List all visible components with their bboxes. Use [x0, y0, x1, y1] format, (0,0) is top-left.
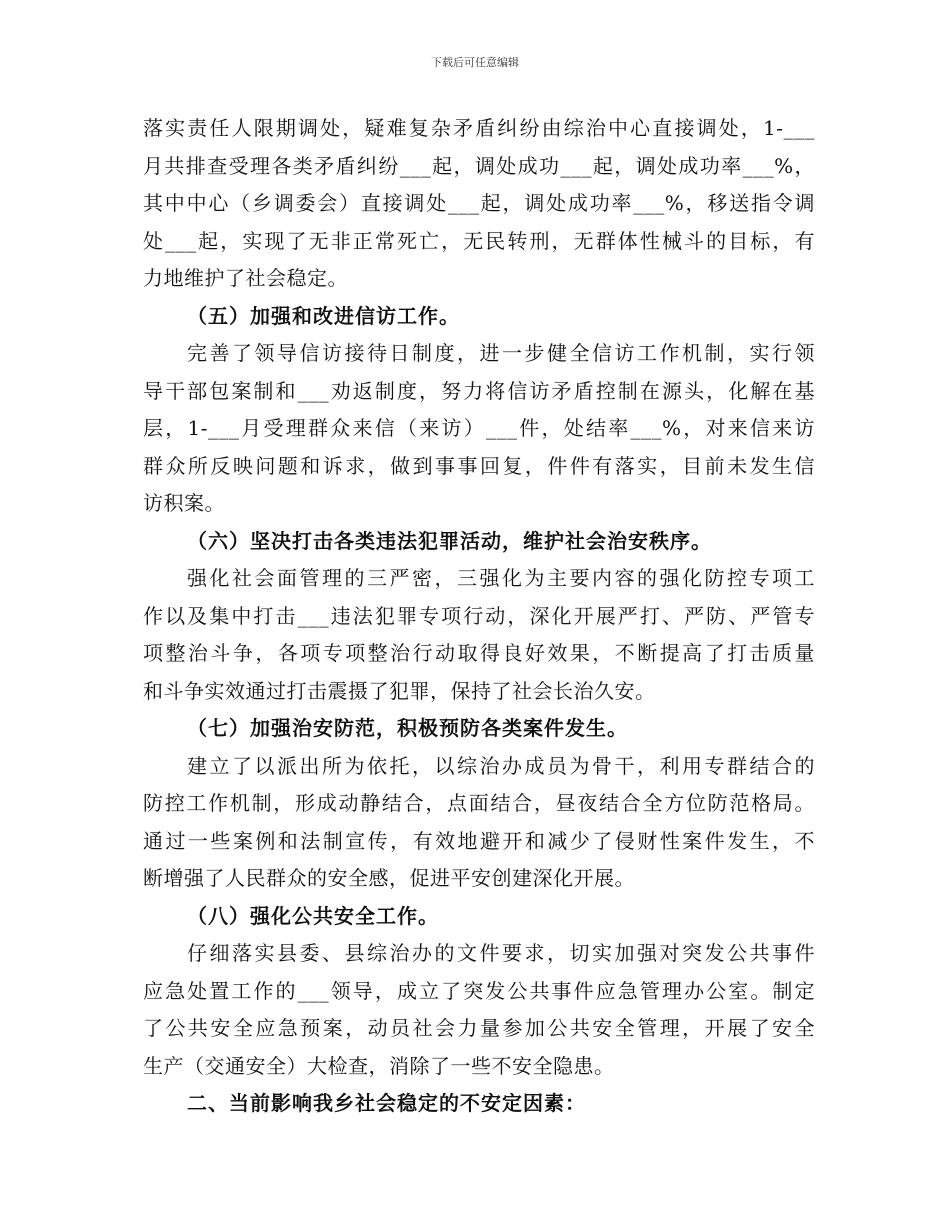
text-line: 生产（交通安全）大检查，消除了一些不安全隐患。 [143, 1053, 615, 1078]
section-heading: （五）加强和改进信访工作。 [187, 303, 460, 328]
text-line: 完善了领导信访接待日制度，进一步健全信访工作机制，实行领 [187, 341, 815, 365]
text-line: 仔细落实县委、县综治办的文件要求，切实加强对突发公共事件 [187, 941, 815, 965]
text-line: 和斗争实效通过打击震摄了犯罪，保持了社会长治久安。 [143, 678, 656, 703]
text-line: 强化社会面管理的三严密，三强化为主要内容的强化防控专项工 [187, 566, 815, 590]
text-line: 建立了以派出所为依托，以综治办成员为骨干，利用专群结合的 [187, 753, 815, 778]
document-body [143, 110, 815, 1123]
text-line: 访积案。 [143, 491, 225, 515]
chapter-heading: 二、当前影响我乡社会稳定的不安定因素： [187, 1091, 586, 1115]
text-line: 月共排查受理各类矛盾纠纷___起，调处成功___起，调处成功率___%， [143, 153, 815, 178]
text-line: 处___起，实现了无非正常死亡，无民转刑，无群体性械斗的目标，有 [143, 228, 815, 253]
text-line: 层，1-___月受理群众来信（来访）___件，处结率___%，对来信来访 [143, 416, 815, 440]
text-line: 通过一些案例和法制宣传，有效地避开和减少了侵财性案件发生，不 [143, 828, 815, 853]
paragraph [143, 335, 815, 523]
text-line: 防控工作机制，形成动静结合，点面结合，昼夜结合全方位防范格局。 [143, 791, 815, 815]
text-line: 其中中心（乡调委会）直接调处___起，调处成功率___%，移送指令调 [143, 191, 815, 215]
section-heading: （八）强化公共安全工作。 [187, 903, 439, 928]
text-line: 应急处置工作的___领导，成立了突发公共事件应急管理办公室。制定 [143, 978, 815, 1003]
paragraph [143, 748, 815, 898]
text-line: 项整治斗争，各项专项整治行动取得良好效果，不断提高了打击质量 [143, 641, 815, 665]
text-line: 导干部包案制和___劝返制度，努力将信访矛盾控制在源头，化解在基 [143, 378, 815, 403]
text-line: 群众所反映问题和诉求，做到事事回复，件件有落实，目前未发生信 [143, 453, 815, 478]
paragraph [143, 110, 815, 298]
text-line: 了公共安全应急预案，动员社会力量参加公共安全管理，开展了安全 [143, 1016, 815, 1040]
section-heading: （七）加强治安防范，积极预防各类案件发生。 [187, 716, 628, 740]
text-line: 落实责任人限期调处，疑难复杂矛盾纠纷由综治中心直接调处，1-___ [143, 116, 815, 140]
paragraph [143, 935, 815, 1085]
text-line: 作以及集中打击___违法犯罪专项行动，深化开展严打、严防、严管专 [143, 603, 815, 628]
text-line: 力地维护了社会稳定。 [143, 266, 348, 290]
paragraph [143, 560, 815, 710]
section-heading: （六）坚决打击各类违法犯罪活动，维护社会治安秩序。 [187, 528, 712, 553]
page-header-note: 下载后可任意编辑 [431, 56, 519, 69]
text-line: 断增强了人民群众的安全感，促进平安创建深化开展。 [143, 866, 635, 890]
